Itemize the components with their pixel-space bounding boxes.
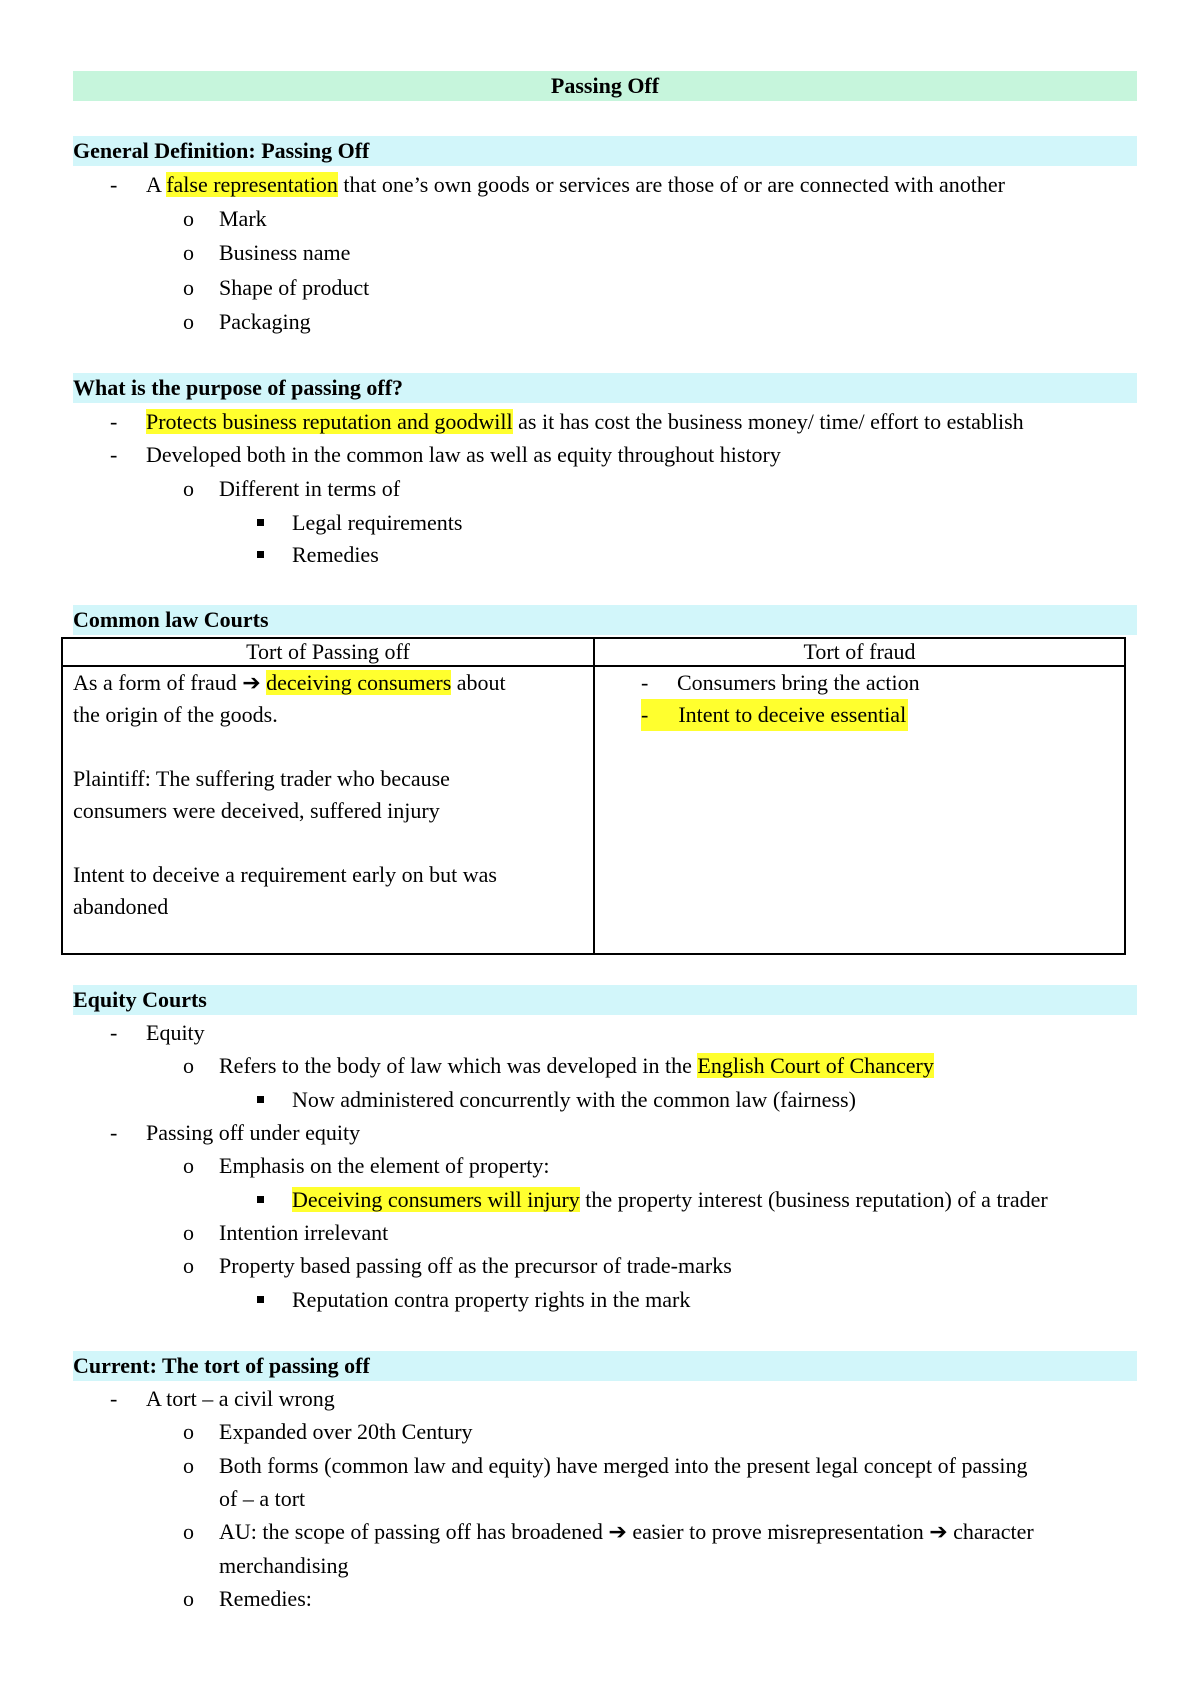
list-item: Emphasis on the element of property:: [219, 1153, 550, 1178]
text-run: Consumers bring the action: [677, 670, 920, 695]
list-item: Now administered concurrently with the common law (fairness): [292, 1087, 856, 1112]
text-run: character: [947, 1519, 1034, 1544]
document-title: Passing Off: [73, 71, 1137, 101]
square-bullet: [257, 519, 264, 526]
definition-bullet: [146, 170, 1005, 200]
circle-marker: o: [183, 206, 194, 231]
highlighted-text: [641, 699, 908, 731]
dash-marker: -: [641, 702, 649, 727]
cell-paragraph: [73, 859, 583, 923]
list-item: Intention irrelevant: [219, 1220, 389, 1245]
list-item: Remedies:: [219, 1586, 312, 1611]
list-item: Property based passing off as the precursor of trade-marks: [219, 1253, 732, 1278]
list-item: [292, 1185, 1048, 1215]
list-item: Packaging: [219, 309, 311, 334]
dash-marker: -: [110, 1386, 118, 1411]
section-heading-definition: General Definition: Passing Off: [73, 136, 1137, 166]
highlighted-text: deceiving consumers: [266, 670, 452, 695]
arrow-icon: ➔: [242, 670, 261, 695]
circle-marker: o: [183, 476, 194, 501]
cell-paragraph: [73, 763, 583, 827]
text-run: as it has cost the business money/ time/ effort to establish: [512, 409, 1024, 434]
table-header-fraud: Tort of fraud: [594, 638, 1125, 666]
text-run: the origin of the goods.: [73, 702, 278, 727]
list-item: [219, 1517, 1034, 1547]
list-item: Equity: [146, 1020, 205, 1045]
square-bullet: [257, 1096, 264, 1103]
text-run: the property interest (business reputation) of a trader: [579, 1187, 1048, 1212]
list-item: Passing off under equity: [146, 1120, 361, 1145]
text-run: Plaintiff: The suffering trader who because: [73, 766, 450, 791]
list-item: Expanded over 20th Century: [219, 1419, 473, 1444]
list-item: [219, 1051, 934, 1081]
section-heading-common-law: Common law Courts: [73, 605, 1137, 635]
list-item: Reputation contra property rights in the mark: [292, 1287, 691, 1312]
circle-marker: o: [183, 1153, 194, 1178]
list-item: Different in terms of: [219, 476, 401, 501]
list-item: Mark: [219, 206, 267, 231]
cell-paragraph: [73, 667, 583, 731]
dash-marker: -: [110, 442, 118, 467]
arrow-icon: ➔: [929, 1519, 948, 1544]
text-run: As a form of fraud: [73, 670, 243, 695]
list-item: Business name: [219, 240, 351, 265]
circle-marker: o: [183, 1253, 194, 1278]
text-run: Refers to the body of law which was developed in the: [219, 1053, 698, 1078]
text-run: abandoned: [73, 894, 169, 919]
dash-marker: -: [110, 1020, 118, 1045]
table-cell-fraud: [594, 666, 1125, 954]
text-run: about: [451, 670, 506, 695]
circle-marker: o: [183, 1419, 194, 1444]
list-item: Remedies: [292, 542, 379, 567]
text-run: easier to prove misrepresentation: [626, 1519, 930, 1544]
highlighted-text: Deceiving consumers will injury: [292, 1187, 580, 1212]
arrow-icon: ➔: [608, 1519, 627, 1544]
dash-marker: -: [641, 670, 649, 695]
highlighted-text: Protects business reputation and goodwill: [146, 409, 513, 434]
list-item: A tort – a civil wrong: [146, 1386, 335, 1411]
circle-marker: o: [183, 275, 194, 300]
circle-marker: o: [183, 1220, 194, 1245]
comparison-table: [61, 637, 1126, 955]
text-run: Intent to deceive a requirement early on but was: [73, 862, 497, 887]
text-run: that one’s own goods or services are those of or are connected with another: [337, 172, 1005, 197]
list-item: [605, 667, 1114, 699]
circle-marker: o: [183, 240, 194, 265]
section-heading-purpose: What is the purpose of passing off?: [73, 373, 1137, 403]
square-bullet: [257, 1196, 264, 1203]
square-bullet: [257, 1296, 264, 1303]
purpose-bullet-1: [146, 407, 1024, 437]
highlighted-text: English Court of Chancery: [697, 1053, 934, 1078]
circle-marker: o: [183, 309, 194, 334]
text-run: Intent to deceive essential: [678, 702, 907, 727]
circle-marker: o: [183, 1586, 194, 1611]
text-run: AU: the scope of passing off has broadened: [219, 1519, 609, 1544]
list-item-continuation: merchandising: [219, 1553, 349, 1578]
highlighted-text: false representation: [166, 172, 338, 197]
circle-marker: o: [183, 1053, 194, 1078]
list-item: Legal requirements: [292, 510, 463, 535]
list-item: [605, 699, 1114, 731]
dash-marker: -: [110, 172, 118, 197]
table-header-passing-off: Tort of Passing off: [62, 638, 594, 666]
square-bullet: [257, 551, 264, 558]
circle-marker: o: [183, 1519, 194, 1544]
section-heading-current: Current: The tort of passing off: [73, 1351, 1137, 1381]
purpose-bullet-2: Developed both in the common law as well as equity throughout history: [146, 442, 781, 467]
table-cell-passing-off: [62, 666, 594, 954]
list-item: Shape of product: [219, 275, 370, 300]
section-heading-equity: Equity Courts: [73, 985, 1137, 1015]
circle-marker: o: [183, 1453, 194, 1478]
list-item: Both forms (common law and equity) have merged into the present legal concept of passing: [219, 1453, 1028, 1478]
dash-marker: -: [110, 409, 118, 434]
list-item-continuation: of – a tort: [219, 1486, 306, 1511]
text-run: A: [146, 172, 167, 197]
dash-marker: -: [110, 1120, 118, 1145]
text-run: consumers were deceived, suffered injury: [73, 798, 440, 823]
